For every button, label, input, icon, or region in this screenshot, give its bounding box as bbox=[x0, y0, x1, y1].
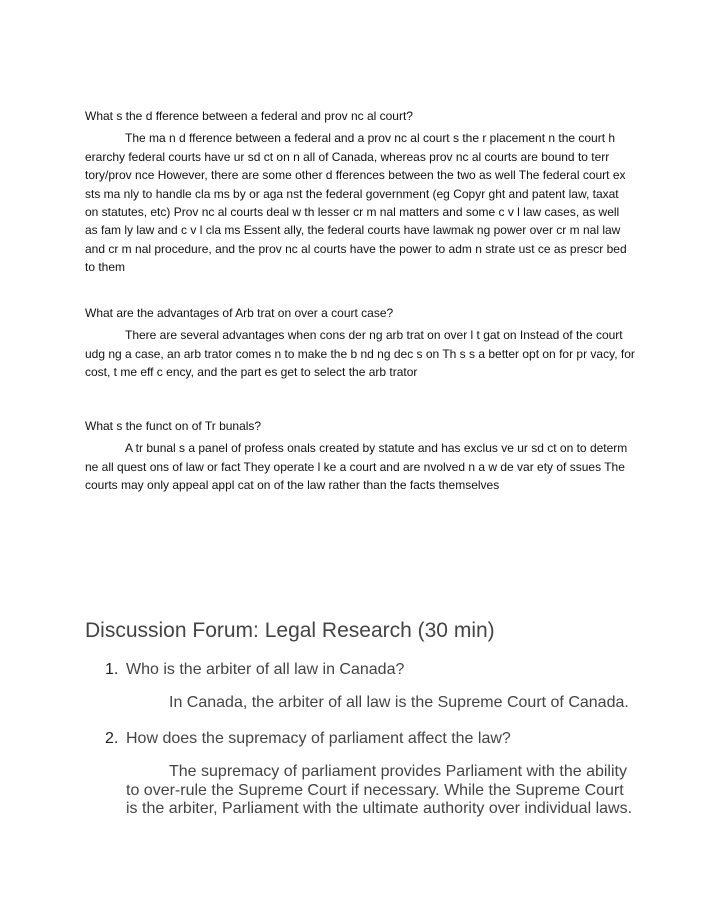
forum-answer: The supremacy of parliament provides Parliament with the ability to over-rule the Supreme Court if necessary. While the Supreme Court is the arbiter, Parliament with the ultimate authority over individual laws. bbox=[126, 763, 633, 818]
answer-text: A tr bunal s a panel of profess onals created by statute and has exclus ve ur sd ct on to determ ne all quest ons of law or fact They operate l ke a court and are nvolved n a w de var ety of ssues The courts may only appeal appl cat on of the law rather than the facts themselves bbox=[85, 441, 628, 493]
question-text: What s the funct on of Tr bunals? bbox=[85, 419, 262, 433]
qa-block-tribunal-function bbox=[85, 417, 635, 495]
forum-question: How does the supremacy of parliament affect the law? bbox=[126, 730, 511, 747]
qa-block-arbitration-advantages bbox=[85, 304, 635, 382]
forum-heading: Discussion Forum: Legal Research (30 min) bbox=[85, 619, 495, 642]
discussion-forum-section bbox=[85, 617, 645, 818]
answer-text: There are several advantages when cons der ng arb trat on over l t gat on Instead of the court udg ng a case, an arb trator comes n to make the b nd ng dec s on Th s s a better opt on for pr vacy, for cost, t me eff c ency, and the part es get to select the arb trator bbox=[85, 328, 635, 380]
forum-question: Who is the arbiter of all law in Canada? bbox=[126, 661, 405, 678]
qa-block-federal-vs-provincial bbox=[85, 107, 635, 277]
question-text: What are the advantages of Arb trat on over a court case? bbox=[85, 306, 394, 320]
list-number: 1. bbox=[105, 661, 119, 678]
question-text: What s the d fference between a federal and prov nc al court? bbox=[85, 109, 413, 123]
forum-answer: In Canada, the arbiter of all law is the Supreme Court of Canada. bbox=[169, 694, 629, 711]
answer-text: The ma n d fference between a federal and a prov nc al court s the r placement n the court h erarchy federal courts have ur sd ct on n all of Canada, whereas prov nc al courts are bound to terr tory/prov nce However, there are some other d fferences between the two as well The federal court ex sts ma nly to handle cla ms by or aga nst the federal government (eg Copyr ght and patent law, taxat on statutes, etc) Prov nc al courts deal w th lesser cr m nal matters and some c v l law cases, as well as fam ly law and c v l cla ms Essent ally, the federal courts have lawmak ng power over cr m nal law and cr m nal procedure, and the prov nc al courts have the power to adm n strate ust ce as prescr bed to them bbox=[85, 131, 627, 275]
list-number: 2. bbox=[105, 730, 119, 747]
